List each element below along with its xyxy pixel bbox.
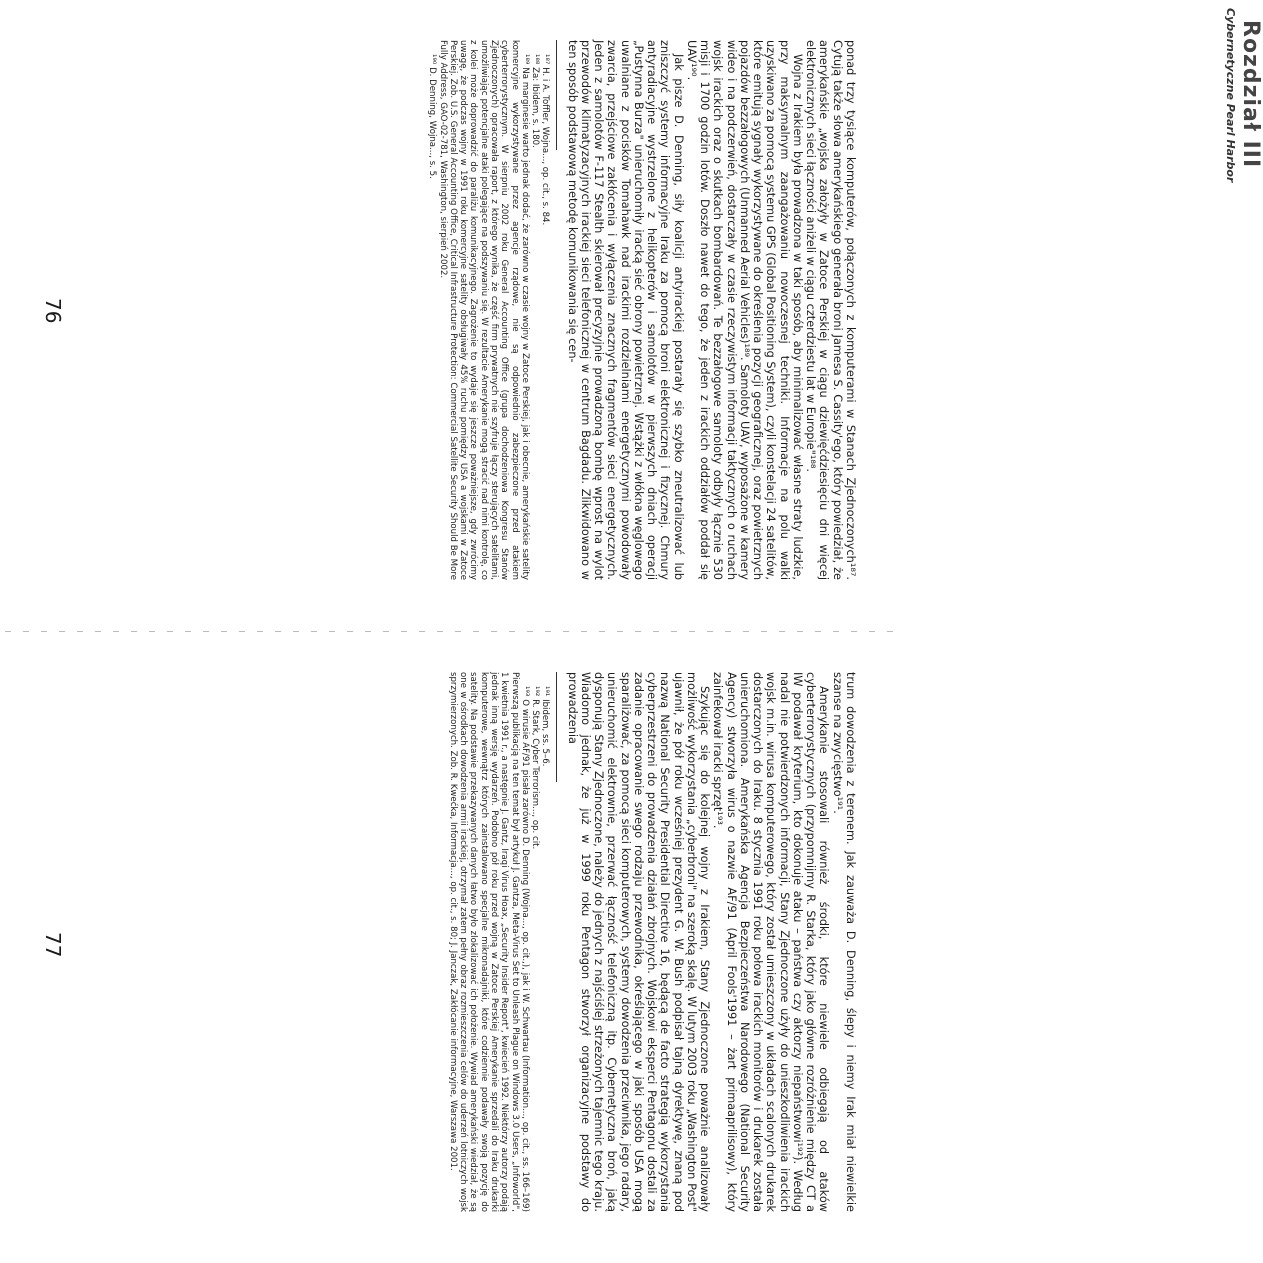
footnote: ¹⁹⁰ D. Denning, Wojna..., s. 5.: [427, 54, 438, 179]
paragraph: ponad trzy tysiące komputerów, połączonych z komputerami w Stanach Zjednoczonych¹⁸⁷. Cytują także słowa amerykańskiego generała broni Jamesa S. Cassity'ego, który powiedział, że amerykańskie „wojska założyły w Zatoce Perskiej w ciągu dziewięćdziesięciu dni więcej elektronicznych sieci łączności aniżeli w ciągu czterdziestu lat w Europie"¹⁸⁸.: [804, 40, 857, 580]
footnote-rule: [557, 40, 558, 150]
footnote: ¹⁹¹ Ibidem, ss. 5–6.: [540, 686, 551, 767]
chapter-header-strip: [1224, 0, 1263, 893]
page-number: 77: [41, 932, 65, 958]
paragraph: Wojna z Irakiem była prowadzona w taki sposób, aby minimalizować własne straty ludzkie, przy maksymalnym zaangażowaniu nowoczesnej techniki. Informacje na polu walki uzyskiwano za pomocą systemu GPS (Global Positioning System), czyli konstelacji 24 satelitów, które emitują sygnały wykorzystywane do określenia pozycji geograficznej, oraz powietrznych pojazdów bezzałogowych (Unmanned Aerial Vehicles)¹⁸⁹. Samoloty UAV, wyposażone w kamery wideo i na podczerwień, dostarczały w czasie rzeczywistym informacji taktycznych o ruchach wojsk irackich oraz o skutkach bombardowań. Te bezzałogowe samoloty odbyły łącznie 530 misji i 1700 godzin lotów. Doszło nawet do tego, że jeden z irackich oddziałów poddał się UAV¹⁹⁰.: [685, 40, 804, 580]
right-text-column: [448, 672, 857, 1212]
chapter-subtitle: Cybernetyczne Pearl Harbor: [1224, 8, 1237, 183]
left-page: [0, 0, 893, 631]
footnote: ¹⁸⁸ Za: Ibidem, s. 180.: [530, 54, 541, 148]
paragraph: Amerykanie stosowali również środki, które niewiele odbiegają od ataków cyberterrorystycznych (przypomnijmy R. Starka, który jako główne rozróżnienie między CT a IW podawał kryterium, kto dokonuje ataku – państwa czy aktorzy niepaństwowi¹⁹²). Według nadal nie potwierdzonych informacji, Stany Zjednoczone użyły do unieszkodliwienia irackich wojsk m.in. wirusa komputerowego, który został umieszczony w układach scalonych drukarek dostarczonych do Iraku. 8 stycznia 1991 roku połowa irackich monitorów i drukarek została unieruchomiona. Amerykańska Agencja Bezpieczeństwa Narodowego (National Security Agency) stworzyła wirus o nazwie AF/91 (April Fools'1991 – żart primaaprilisowy), który zainfekował iracki sprzęt¹⁹³.: [711, 672, 831, 1212]
page-number: 76: [41, 298, 65, 324]
chapter-heading: Rozdział III: [1238, 20, 1263, 169]
footnote-rule: [557, 672, 558, 782]
paragraph: trum dowodzenia z terenem. Jak zauważa D. Denning, ślepy i niemy Irak miał niewielkie szanse na zwycięstwo¹⁹¹.: [830, 672, 857, 1212]
right-page: [0, 632, 893, 1263]
chapter-title: [1224, 0, 1263, 893]
footnote: ¹⁹³ O wirusie AF/91 pisała zarówno D. Denning (Wojna..., op. cit.,), jak i W. Schwartau (Information..., op. cit., ss. 166–169) Pierwszą publikacją na ten temat był artykuł J. Gantza, Meta-Virus Set to Unleash Plague on Windows 3.0 Users, „Infoworld", 1 kwietnia 1991 r., a następnie J. Gantz, Iraqi Virus Hoax, „Security Insider Report", kwiecień 1992. Niektórzy autorzy podają jednak inną wersję wydarzeń. Podobno pół roku przed wojną w Zatoce Perskiej Amerykanie sprzedali do Iraku drukarki komputerowe, wewnątrz których zainstalowano specjalne mikronadajniki, które codziennie podawały swoją pozycję do satelity. Na podstawie przekazywanych danych łatwo było zlokalizować ich położenie. Wywiad amerykański wiedział, że są one w ośrodkach dowodzenia armii irackiej, otrzymał zatem pełny obraz rozmieszczenia celów do uderzeń lotniczych wojsk sprzymierzonych. Zob. R. Kwećka, Informacja..., op. cit., s. 80; J. Janczak, Zakłócanie informacyjne, Warszawa 2001.: [447, 672, 530, 1212]
footnote: ¹⁸⁷ H. i A. Toffler, Wojna..., op. cit., s. 84.: [540, 54, 551, 226]
paragraph: Jak pisze D. Denning, siły koalicji antyirackiej postarały się szybko zneutralizować lub zniszczyć systemy informacyjne Iraku za pomocą broni elektronicznej i fizycznej. Chmury antyradiacyjne wystrzelone z helikopterów i samolotów w pierwszych dniach operacji „Pustynna Burza" unieruchomiły iracką sieć obrony powietrznej. Wstążki z włókna węglowego uwalniane z pocisków Tomahawk nad irackimi rozdzielniami energetycznymi powodowały zwarcia, przejściowe zakłócenia i wyłączenia znacznych fragmentów sieci energetycznych. Jeden z samolotów F-117 Stealth skierował precyzyjnie prowadzoną bombę wprost na wylot przewodów klimatyzacyjnych irackiej sieci telefonicznej w centrum Bagdadu. Zlikwidowano w ten sposób podstawową metodę komunikowania się cen-: [565, 40, 685, 580]
footnote: ¹⁹² R. Stark, Cyber Terrorism..., op. cit.: [530, 686, 541, 850]
left-text-column: [427, 40, 857, 580]
footnote: ¹⁸⁹ Na marginesie warto jednak dodać, że zarówno w czasie wojny w Zatoce Perskiej, jak i obecnie, amerykańskie satelity komercyjne wykorzystywane przez agencje rządowe, nie są odpowiednio zabezpieczone przed atakiem cyberterrorystycznym. W sierpniu 2002 roku General Accounting Office (grupa dochodzeniowa Kongresu Stanów Zjednoczonych) opracowała raport, z którego wynika, że część firm prywatnych nie szyfruje łączy sterujących satelitami, umożliwiając potencjalne ataki polegające na podszywaniu się. W rezultacie Amerykanie mogą stracić nad nimi kontrolę, co z kolei może doprowadzić do paraliżu komunikacyjnego. Zagrożenie to wydaje się jeszcze poważniejsze, gdy zwrócimy uwagę, że podczas wojny w 1991 roku komercyjne satelity obsługiwały 45% ruchu pomiędzy USA a wojskami w Zatoce Perskiej. Zob. U.S. General Accounting Office, Critical Infrastructure Protection: Commercial Satellite Security Should Be More Fully Address, GAO-02-781, Washington, sierpień 2002.: [437, 40, 530, 580]
paragraph: Szykując się do kolejnej wojny z Irakiem, Stany Zjednoczone poważnie analizowały możliwość wykorzystania „cyberbroni" na szeroką skalę. W lutym 2003 roku „Washington Post" ujawnił, że pół roku wcześniej prezydent G. W. Bush podpisał tajną dyrektywę, znaną pod nazwą National Security Presidential Directive 16, będącą de facto strategią wykorzystania cyberprzestrzeni do prowadzenia działań zbrojnych. Wojskowi eksperci Pentagonu dostali za zadanie opracowanie swego rodzaju przewodnika, określającego w jaki sposób USA mogą sparaliżować, za pomocą sieci komputerowych, systemy dowodzenia przeciwnika, jego radary, unieruchomić elektrownie, przerwać łączność telefoniczną itp. Cybernetyczna broń, jaką dysponują Stany Zjednoczone, należy do jednych z najściślej strzeżonych tajemnic tego kraju. Wiadomo jednak, że już w 1999 roku Pentagon stworzył organizacyjne podstawy do prowadzenia: [565, 672, 712, 1212]
